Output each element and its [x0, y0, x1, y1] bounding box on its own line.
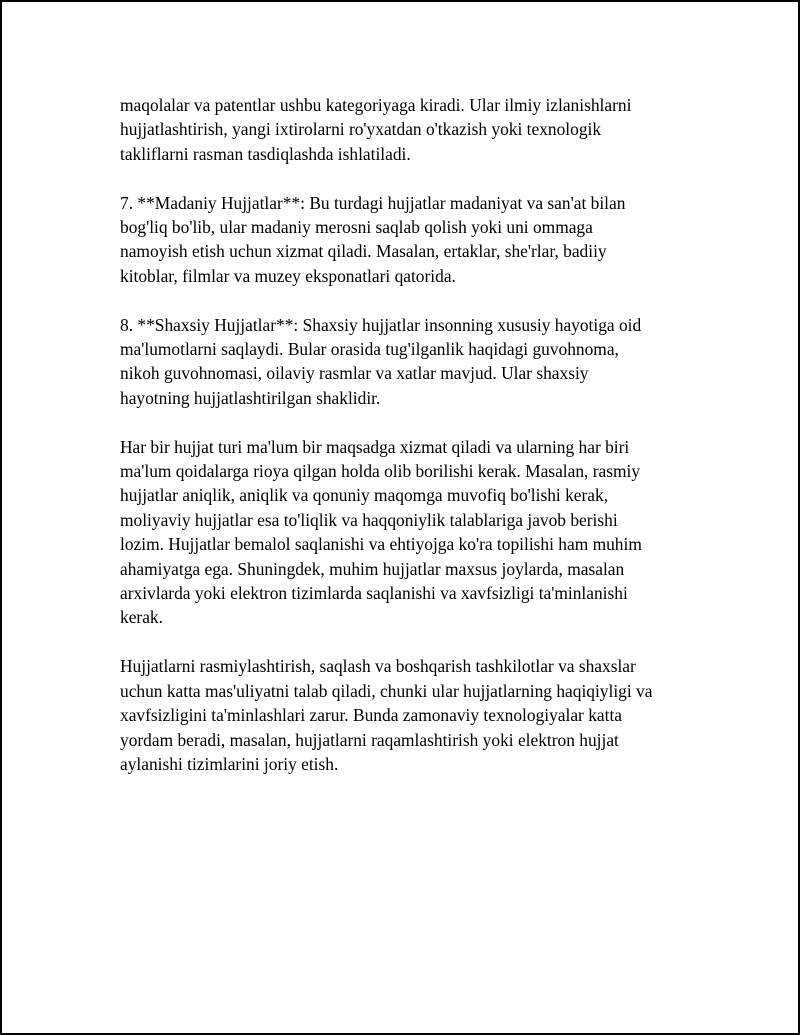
text-line: aylanishi tizimlarini joriy etish. — [120, 753, 339, 774]
paragraph-personal-documents — [120, 313, 695, 411]
text-line: moliyaviy hujjatlar esa to'liqlik va haqqoniylik talablariga javob berishi — [120, 509, 618, 530]
text-line: kitoblar, filmlar va muzey eksponatlari qatorida. — [120, 265, 456, 286]
paragraph-patents-continuation — [120, 93, 695, 166]
text-line: arxivlarda yoki elektron tizimlarda saqlanishi va xavfsizligi ta'minlanishi — [120, 583, 628, 604]
text-line: nikoh guvohnomasi, oilaviy rasmlar va xatlar mavjud. Ular shaxsiy — [120, 363, 589, 384]
paragraph-document-purpose — [120, 435, 695, 630]
text-line: 8. **Shaxsiy Hujjatlar**: Shaxsiy hujjatlar insonning xususiy hayotiga oid — [120, 314, 642, 335]
text-line: namoyish etish uchun xizmat qiladi. Masalan, ertaklar, she'rlar, badiiy — [120, 241, 607, 262]
text-line: kerak. — [120, 607, 163, 628]
text-line: hujjatlashtirish, yangi ixtirolarni ro'yxatdan o'tkazish yoki texnologik — [120, 119, 602, 140]
text-line: hayotning hujjatlashtirilgan shaklidir. — [120, 387, 381, 408]
text-line: hujjatlar aniqlik, aniqlik va qonuniy maqomga muvofiq bo'lishi kerak, — [120, 485, 609, 506]
text-line: ma'lum qoidalarga rioya qilgan holda olib borilishi kerak. Masalan, rasmiy — [120, 461, 641, 482]
paragraph-cultural-documents — [120, 191, 695, 289]
text-line: Har bir hujjat turi ma'lum bir maqsadga xizmat qiladi va ularning har biri — [120, 436, 630, 457]
text-line: bog'liq bo'lib, ular madaniy merosni saqlab qolish yoki uni ommaga — [120, 217, 593, 238]
document-body — [120, 93, 695, 801]
text-line: ma'lumotlarni saqlaydi. Bular orasida tug'ilganlik haqidagi guvohnoma, — [120, 339, 619, 360]
text-line: 7. **Madaniy Hujjatlar**: Bu turdagi hujjatlar madaniyat va san'at bilan — [120, 192, 626, 213]
text-line: lozim. Hujjatlar bemalol saqlanishi va ehtiyojga ko'ra topilishi ham muhim — [120, 534, 642, 555]
text-line: xavfsizligini ta'minlashlari zarur. Bunda zamonaviy texnologiyalar katta — [120, 705, 622, 726]
text-line: ahamiyatga ega. Shuningdek, muhim hujjatlar maxsus joylarda, masalan — [120, 558, 625, 579]
paragraph-document-management — [120, 654, 695, 776]
text-line: Hujjatlarni rasmiylashtirish, saqlash va boshqarish tashkilotlar va shaxslar — [120, 656, 636, 677]
text-line: uchun katta mas'uliyatni talab qiladi, chunki ular hujjatlarning haqiqiyligi va — [120, 680, 653, 701]
text-line: yordam beradi, masalan, hujjatlarni raqamlashtirish yoki elektron hujjat — [120, 729, 619, 750]
text-line: maqolalar va patentlar ushbu kategoriyaga kiradi. Ular ilmiy izlanishlarni — [120, 95, 632, 115]
text-line: takliflarni rasman tasdiqlashda ishlatiladi. — [120, 143, 411, 164]
